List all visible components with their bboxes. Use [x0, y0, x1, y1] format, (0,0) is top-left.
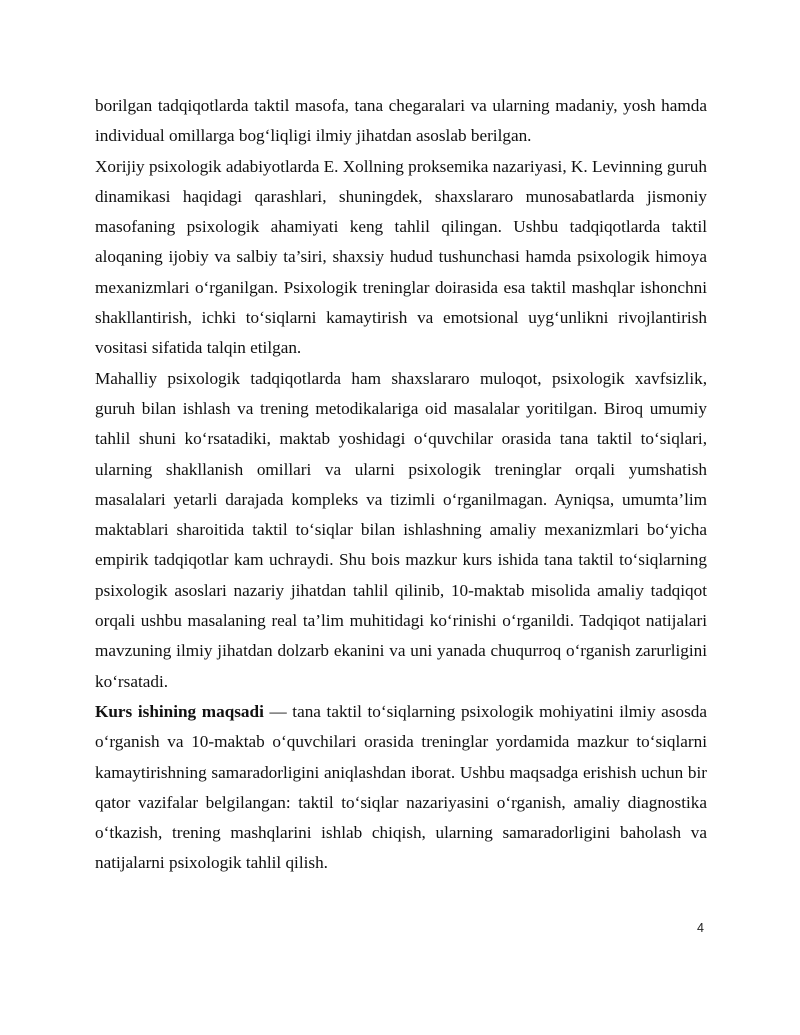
paragraph-text: Xorijiy psixologik adabiyotlarda E. Xollning proksemika nazariyasi, K. Levinning guruh dinamikasi haqidagi qarashlari, shuningdek, shaxslararo munosabatlarda jismoniy masofaning psixologik ahamiyati keng tahlil qilingan. Ushbu tadqiqotlarda taktil aloqaning ijobiy va salbiy ta’siri, shaxsiy hudud tushunchasi hamda psixologik himoya mexanizmlari o‘rganilgan. Psixologik treninglar doirasida esa taktil mashqlar ishonchni shakllantirish, ichki to‘siqlarni kamaytirish va emotsional uyg‘unlikni rivojlantirish vositasi sifatida talqin etilgan.	[95, 156, 707, 358]
paragraph-foreign-literature	[95, 152, 707, 364]
paragraph-continuation	[95, 91, 707, 152]
page-number: 4	[697, 921, 704, 935]
paragraph-text: — tana taktil to‘siqlarning psixologik mohiyatini ilmiy asosda o‘rganish va 10-maktab o‘quvchilari orasida treninglar yordamida mazkur to‘siqlarni kamaytirishning samaradorligini aniqlashdan iborat. Ushbu maqsadga erishish uchun bir qator vazifalar belgilangan: taktil to‘siqlar nazariyasini o‘rganish, amaliy diagnostika o‘tkazish, trening mashqlarini ishlab chiqish, ularning samaradorligini baholash va natijalarni psixologik tahlil qilish.	[95, 701, 707, 873]
paragraph-course-goal	[95, 697, 707, 879]
paragraph-text: Mahalliy psixologik tadqiqotlarda ham shaxslararo muloqot, psixologik xavfsizlik, guruh bilan ishlash va trening metodikalariga oid masalalar yoritilgan. Biroq umumiy tahlil shuni ko‘rsatadiki, maktab yoshidagi o‘quvchilar orasida tana taktil to‘siqlari, ularning shakllanish omillari va ularni psixologik treninglar orqali yumshatish masalalari yetarli darajada kompleks va tizimli o‘rganilmagan. Ayniqsa, umumta’lim maktablari sharoitida taktil to‘siqlar bilan ishlashning amaliy mexanizmlari bo‘yicha empirik tadqiqotlar kam uchraydi. Shu bois mazkur kurs ishida tana taktil to‘siqlarning psixologik asoslari nazariy jihatdan tahlil qilinib, 10-maktab misolida amaliy tadqiqot orqali ushbu masalaning real ta’lim muhitidagi ko‘rinishi o‘rganildi. Tadqiqot natijalari mavzuning ilmiy jihatdan dolzarb ekanini va uni yanada chuqurroq o‘rganish zarurligini ko‘rsatadi.	[95, 368, 707, 691]
paragraph-lead-term: Kurs ishining maqsadi	[95, 701, 264, 721]
paragraph-text: borilgan tadqiqotlarda taktil masofa, tana chegaralari va ularning madaniy, yosh hamda individual omillarga bog‘liqligi ilmiy jihatdan asoslab berilgan.	[95, 96, 707, 146]
paragraph-local-research	[95, 364, 707, 697]
document-body	[95, 91, 707, 879]
